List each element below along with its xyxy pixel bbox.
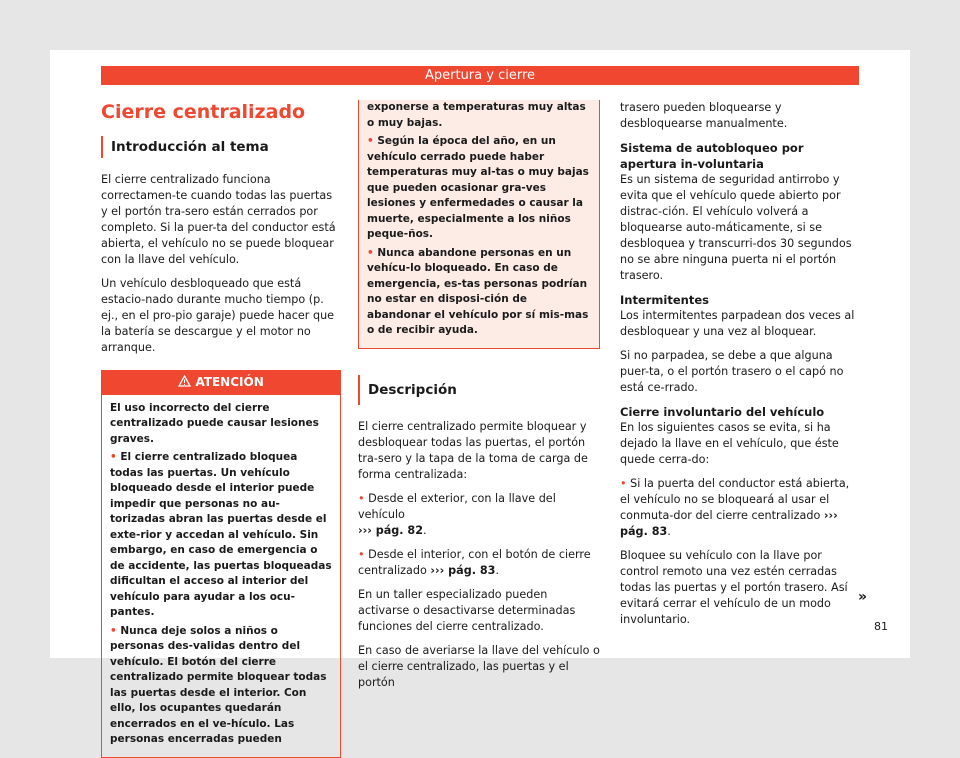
page-reference-link[interactable]: ››› pág. 83 [430,563,496,577]
list-item: • Desde el exterior, con la llave del vehículo ››› pág. 82. [358,491,556,537]
warning-box [101,370,341,758]
list-item: • Si la puerta del conductor está abierta, el vehículo no se bloqueará al usar el conmuta-dor del cierre centralizado ››› pág. 83. [620,477,850,538]
warning-bullet: • Nunca deje solos a niños o personas des-validas dentro del vehículo. El botón del cierre centralizado permite bloquear todas las puertas desde el interior. Con ello, los ocupantes quedarán encerrados en el ve-hículo. Las personas encerradas pueden [110,624,327,745]
column-3 [620,100,860,636]
subheading: Intermitentes [620,293,709,307]
warning-bullet: • El cierre centralizado bloquea todas las puertas. Un vehículo bloqueado desde el interior puede impedir que personas no au-torizadas abran las puertas desde el exte-rior y accedan al vehículo. Sin embargo, en caso de emergencia o de accidente, las puertas bloqueadas dificultan el acceso al interior del vehículo para ayudar a los ocu-pantes. [110,451,332,618]
description-heading: Descripción [358,375,600,405]
warning-bullet: • Según la época del año, en un vehículo cerrado puede haber temperaturas muy al-tas o muy bajas que pueden ocasionar gra-ves lesiones y enfermedades o causar la muerte, especialmente a los niños peque-ños. [367,135,589,240]
bullet-icon: • [620,477,631,490]
warning-box-continued [358,100,600,349]
warning-bullet: • Nunca abandone personas en un vehícu-lo bloqueado. En caso de emergencia, es-tas personas podrían no estar en disposi-ción de abandonar el vehículo por sí mis-mas o de recibir ayuda. [367,246,589,336]
paragraph: En los siguientes casos se evita, si ha dejado la llave en el vehículo, que éste quede cerra-do: [620,421,839,466]
chapter-header: Apertura y cierre [101,66,859,85]
subheading: Cierre involuntario del vehículo [620,405,825,419]
column-2 [358,100,600,699]
continued-marker: » [858,589,868,605]
subheading: Sistema de autobloqueo por apertura in-voluntaria [620,141,804,171]
paragraph: Es un sistema de seguridad antirrobo y evita que el vehículo quede abierto por distrac-ción. El vehículo volverá a bloquearse auto-máticamente, si se desbloquea y transcurri-dos 30 segundos no se abre ninguna puerta ni el portón trasero. [620,173,852,282]
bullet-icon: • [110,624,121,637]
section-title: Cierre centralizado [101,101,306,123]
paragraph: Bloquee su vehículo con la llave por control remoto una vez estén cerradas todas las puertas y el portón trasero. Así evitará cerrar el vehículo de un modo involuntario. [620,549,848,626]
warning-continuation: exponerse a temperaturas muy altas o muy bajas. [367,101,586,129]
paragraph: trasero pueden bloquearse y desbloquearse manualmente. [620,101,788,130]
paragraph: En un taller especializado pueden activarse o desactivarse determinadas funciones del cierre centralizado. [358,587,576,633]
bullet-icon: • [367,246,378,259]
warning-heading: ATENCIÓN [195,375,264,389]
paragraph: Si no parpadea, se debe a que alguna puer-ta, o el portón trasero o el capó no está ce-rrado. [620,349,844,394]
bullet-icon: • [367,135,378,147]
bullet-icon: • [358,491,369,505]
page-number: 81 [874,620,888,633]
column-1 [101,100,341,758]
bullet-icon: • [110,451,121,463]
paragraph: Los intermitentes parpadean dos veces al desbloquear y una vez al bloquear. [620,309,855,338]
paragraph: Un vehículo desbloqueado que está estacio-nado durante mucho tiempo (p. ej., en el pro-pio garaje) puede hacer que la batería se descargue y el motor no arranque. [101,277,335,354]
list-item: • Desde el interior, con el botón de cierre centralizado ››› pág. 83. [358,547,591,577]
page-reference-link[interactable]: ››› pág. 83 [620,509,838,538]
paragraph: El cierre centralizado permite bloquear y desbloquear todas las puertas, el portón tra-sero y la tapa de la toma de carga de forma centralizada: [358,419,588,481]
paragraph: En caso de averiarse la llave del vehículo o el cierre centralizado, las puertas y el portón [358,643,600,689]
subsection-title: Introducción al tema [101,136,341,158]
bullet-icon: • [358,547,369,561]
page-reference-link[interactable]: ››› pág. 82 [358,523,424,537]
warning-triangle-icon [178,375,195,389]
warning-intro: El uso incorrecto del cierre centralizado puede causar lesiones graves. [110,401,319,445]
paragraph: El cierre centralizado funciona correctamen-te cuando todas las puertas y el portón tra-sero están cerrados por completo. Si la puer-ta del conductor está abierta, el vehículo no se puede bloquear con la llave del vehículo. [101,173,336,266]
warning-header [102,371,340,395]
